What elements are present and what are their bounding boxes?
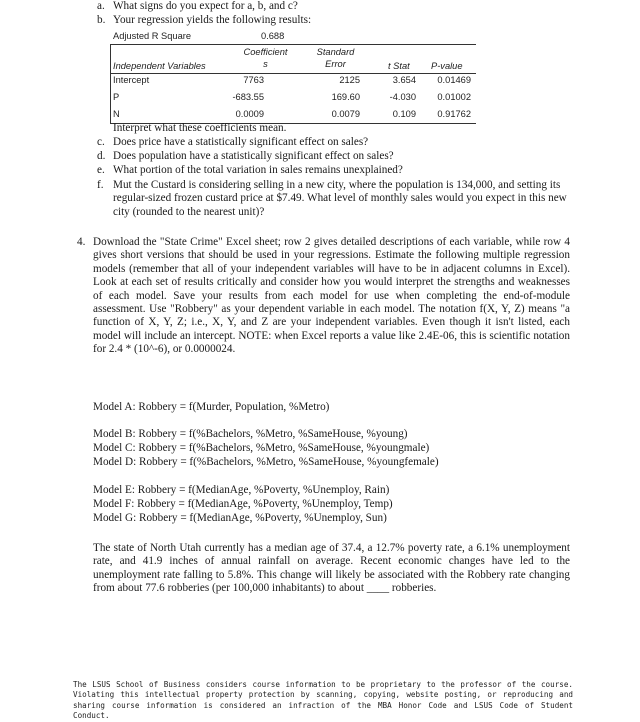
table-row [110, 90, 476, 105]
question-4-instructions: Download the "State Crime" Excel sheet; row 2 gives detailed descriptions of each variable, while row 4 gives short versions that should be used in your regressions. Estimate the following multiple regression models (remember that all of your independent variables will have to be in adjacent columns in Excel). Look at each set of results critically and consider how you would interpret the strengths and weaknesses of each model. Save your results from each model for use when completing the end-of-module assessment. Use "Robbery" as your dependent variable in each model. The notation f(X, Y, Z) means "a function of X, Y, Z; i.e., X, Y, and Z are your independent variables. Even though it isn't listed, each model will include an intercept. NOTE: when Excel reports a value like 2.4E-06, this is scientific notation for 2.4 * (10^-6), or 0.0000024. [93, 236, 570, 356]
model-f: Model F: Robbery = f(MedianAge, %Poverty, %Unemploy, Temp) [93, 498, 393, 510]
question-a-marker: a. [97, 0, 105, 12]
regression-table [110, 28, 476, 128]
model-c: Model C: Robbery = f(%Bachelors, %Metro, %SameHouse, %youngmale) [93, 442, 430, 454]
model-b: Model B: Robbery = f(%Bachelors, %Metro, %SameHouse, %young) [93, 428, 408, 440]
question-a [97, 0, 298, 14]
copyright-notice: The LSUS School of Business considers course information to be proprietary to the professor of the course. Violating this intellectual property protection by scanning, copying, website posting, or reproducing and sharing course information is considered an infraction of the MBA Honor Code and LSUS Code of Student Conduct. [73, 680, 573, 721]
model-d: Model D: Robbery = f(%Bachelors, %Metro, %SameHouse, %youngfemale) [93, 456, 439, 468]
table-row [110, 106, 476, 121]
row-standard-error: 0.0079 [331, 109, 360, 119]
question-f-marker: f. [97, 179, 104, 191]
header-error: Error [325, 59, 346, 69]
model-a: Model A: Robbery = f(Murder, Population, %Metro) [93, 401, 330, 413]
interpret-coefficients-text: Interpret what these coefficients mean. [113, 122, 287, 134]
model-g: Model G: Robbery = f(MedianAge, %Poverty, %Unemploy, Sun) [93, 512, 387, 524]
header-coefficient-suffix: s [263, 59, 268, 69]
header-p-value: P-value [431, 61, 463, 71]
question-b-text: Your regression yields the following results: [113, 14, 312, 26]
question-d [97, 150, 394, 164]
row-variable: N [113, 109, 120, 119]
question-a-text: What signs do you expect for a, b, and c? [113, 0, 298, 12]
question-4-number: 4. [77, 236, 86, 248]
row-p-value: 0.91762 [437, 109, 471, 119]
question-d-text: Does population have a statistically significant effect on sales? [113, 150, 394, 162]
row-coefficient: 7763 [243, 75, 264, 85]
header-coefficient: Coefficient [243, 47, 288, 57]
question-f-text: Mut the Custard is considering selling in a new city, where the population is 134,000, and setting its regular-sized frozen custard price at $7.49. What level of monthly sales would you expect in this new city (rounded to the nearest unit)? [113, 179, 567, 218]
model-e: Model E: Robbery = f(MedianAge, %Poverty, %Unemploy, Rain) [93, 484, 390, 496]
row-p-value: 0.01002 [437, 92, 471, 102]
north-utah-scenario: The state of North Utah currently has a median age of 37.4, a 12.7% poverty rate, a 6.1% unemployment rate, and 41.9 inches of annual rainfall on average. Recent economic changes have led to the unemployment rate falling to 5.8%. This change will likely be associated with the Robbery rate changing from about 77.6 robberies (per 100,000 inhabitants) to about ____ robberies. [93, 542, 570, 595]
header-standard: Standard [316, 47, 355, 57]
adjusted-r-square-value: 0.688 [261, 31, 285, 41]
table-left-border [110, 44, 111, 124]
row-variable: Intercept [113, 75, 150, 85]
row-t-stat: 0.109 [392, 109, 416, 119]
adjusted-r-square-label: Adjusted R Square [113, 31, 192, 41]
question-b-marker: b. [97, 14, 106, 26]
question-d-marker: d. [97, 150, 106, 162]
question-e-text: What portion of the total variation in sales remains unexplained? [113, 164, 403, 176]
row-standard-error: 2125 [339, 75, 360, 85]
question-c-text: Does price have a statistically significant effect on sales? [113, 136, 369, 148]
row-coefficient: -683.55 [232, 92, 264, 102]
row-variable: P [113, 92, 120, 102]
header-independent-variables: Independent Variables [113, 61, 206, 71]
question-e [97, 164, 403, 178]
question-c-marker: c. [97, 136, 105, 148]
header-t-stat: t Stat [388, 61, 410, 71]
row-t-stat: -4.030 [389, 92, 416, 102]
row-coefficient: 0.0009 [235, 109, 264, 119]
table-divider [110, 44, 476, 45]
row-p-value: 0.01469 [437, 75, 471, 85]
question-e-marker: e. [97, 164, 105, 176]
question-b [97, 14, 311, 28]
row-standard-error: 169.60 [331, 92, 360, 102]
row-t-stat: 3.654 [392, 75, 416, 85]
question-c [97, 136, 368, 150]
table-row [110, 74, 476, 89]
